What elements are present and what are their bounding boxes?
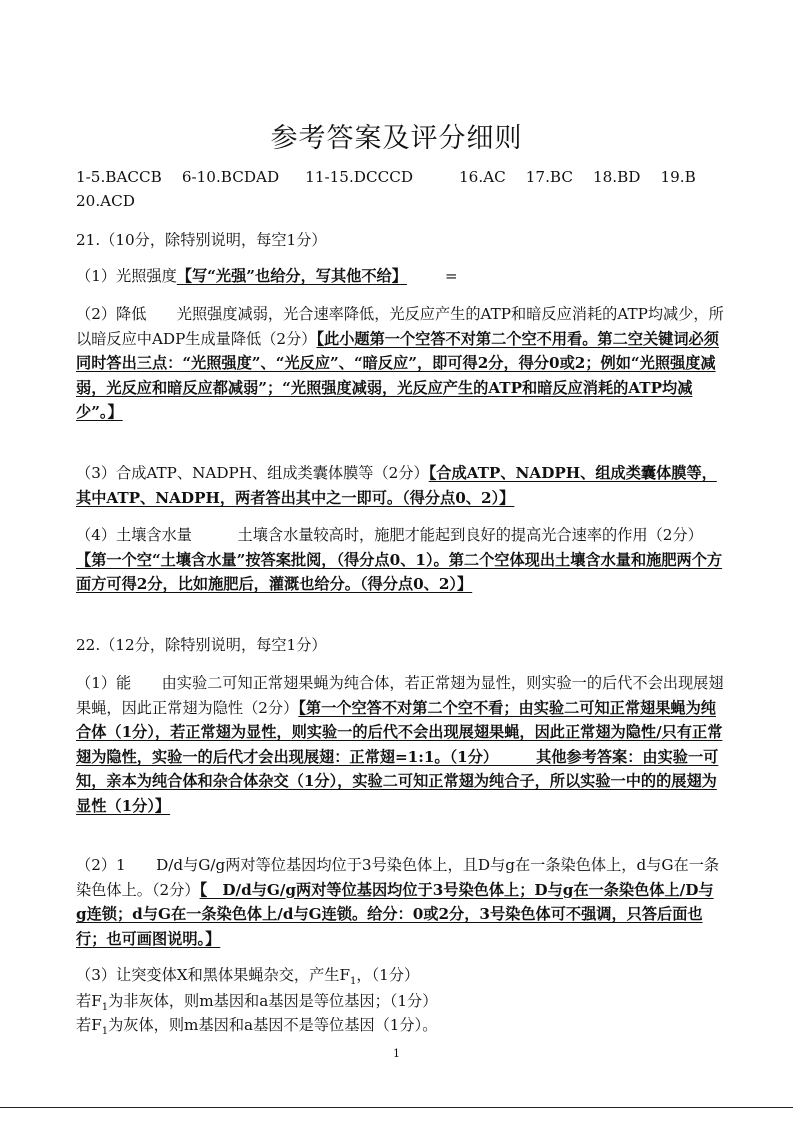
q22-part-1	[76, 671, 724, 818]
q21-part-3	[76, 461, 724, 510]
grading-note: 【第一个空答不对第二个空不看；由实验二可知正常翅果蝇为纯合体（1分），若正常翅为显性，则实验一的后代不会出现展翅果蝇，因此正常翅为隐性/只有正常翅为隐性，实验一的后代才会出现展翅：正常翅=1:1。（1分） 其他参考答案：由实验一可知，亲本为纯合体和杂合体杂交（1分），实验二可知正常翅为纯合子，所以实验一中的的展翅为显性（1分）】	[76, 698, 723, 815]
q22-part-3-line-2: 若$F_1$为非灰体，则m基因和a基因是等位基因；（1分）	[76, 992, 438, 1014]
answer-key-line-1	[76, 168, 696, 186]
page-bottom-divider	[0, 1107, 793, 1108]
grading-note: 【此小题第一个空答不对第二个空不用看。第二空关键词必须同时答出三点：“光照强度”、“光反应”、“暗反应”，即可得2分，得分0或2；例如“光照强度减弱，光反应和暗反应都减弱”；“光照强度减弱，光反应产生的ATP和暗反应消耗的ATP均减少”。】	[76, 329, 719, 421]
answer-text: （1）光照强度	[76, 267, 177, 285]
answer-group: 1-5.BACCB	[76, 168, 162, 186]
answer-key-line-2	[76, 192, 135, 210]
answer-group: 19.B	[660, 168, 696, 186]
answer-group: 16.AC	[459, 168, 506, 186]
stray-mark: =	[444, 267, 458, 285]
answer-group: 6-10.BCDAD	[181, 168, 280, 186]
page-number: 1	[393, 1047, 400, 1060]
grading-note: 【 D/d与G/g两对等位基因均位于3号染色体上；D与g在一条染色体上/D与g连锁；d与G在一条染色体上/d与G连锁。给分：0或2分，3号染色体可不强调，只答后面也行；也可画图说明。】	[76, 880, 714, 948]
answer-text: （2）降低 光照强度减弱，光合速率降低，光反应产生的ATP和暗反应消耗的ATP均减少，所以暗反应中ADP生成量降低（2分）	[76, 305, 724, 348]
q22-header: 22.（12分，除特别说明，每空1分）	[76, 636, 327, 654]
answer-group: 11-15.DCCCD	[305, 168, 413, 186]
grading-note: 【写“光强”也给分，写其他不给】	[176, 267, 407, 285]
answer-group: 17.BC	[525, 168, 573, 186]
q22-part-3-line-1: （3）让突变体X和黑体果蝇杂交，产生$F_1$，（1分）	[76, 966, 420, 988]
q22-part-3-line-3: 若$F_1$为灰体，则m基因和a基因不是等位基因（1分）。	[76, 1016, 438, 1038]
answer-text: （2）1 D/d与G/g两对等位基因均位于3号染色体上，且D与g在一条染色体上，d与G在一条染色体上。（2分）	[76, 856, 720, 899]
q21-part-1	[76, 264, 724, 289]
answer-text: （4）土壤含水量 土壤含水量较高时，施肥才能起到良好的提高光合速率的作用（2分）	[76, 526, 703, 544]
grading-note: 【合成ATP、NADPH、组成类囊体膜等，其中ATP、NADPH，两者答出其中之一即可。（得分点0、2）】	[76, 464, 717, 507]
q22-part-2	[76, 853, 724, 951]
q21-part-4	[76, 523, 724, 597]
answer-group: 20.ACD	[76, 192, 135, 210]
q21-header: 21.（10分，除特别说明，每空1分）	[76, 231, 327, 249]
answer-group: 18.BD	[592, 168, 641, 186]
answer-text: （1）能 由实验二可知正常翅果蝇为纯合体，若正常翅为显性，则实验一的后代不会出现展翅果蝇，因此正常翅为隐性（2分）	[76, 674, 724, 717]
page-title: 参考答案及评分细则	[270, 123, 523, 154]
grading-note: 【第一个空“土壤含水量”按答案批阅，（得分点0、1）。第二个空体现出土壤含水量和施肥两个方面方可得2分，比如施肥后，灌溉也给分。（得分点0、2）】	[76, 550, 723, 593]
q21-part-2	[76, 302, 724, 425]
answer-text: （3）合成ATP、NADPH、组成类囊体膜等（2分）	[76, 464, 429, 482]
